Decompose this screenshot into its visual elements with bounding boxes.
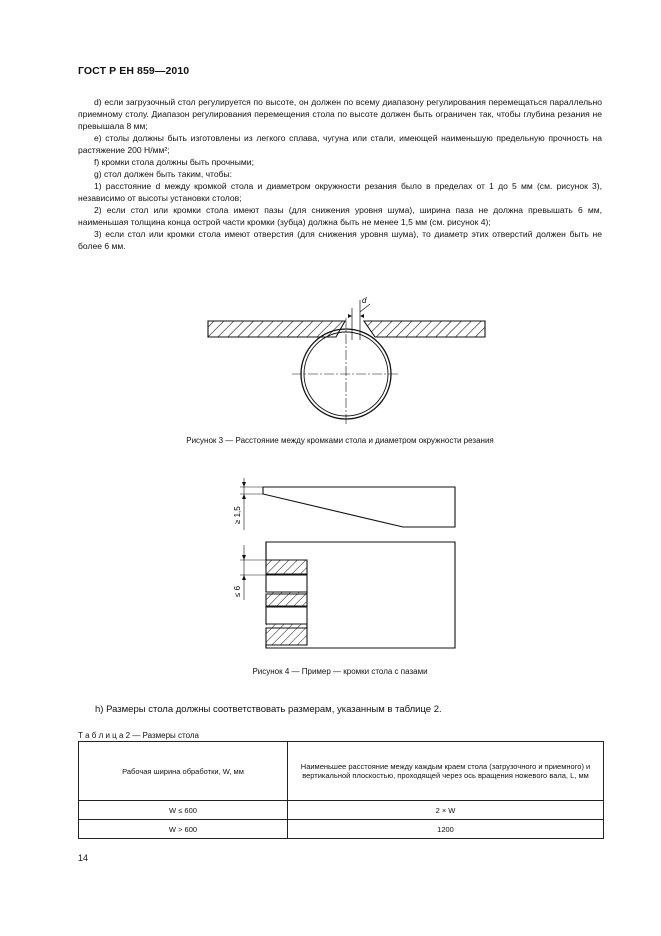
paragraph-g1: 1) расстояние d между кромкой стола и диаметром окружности резания было в пределах от 1 до 5 мм (см. рисунок 3), независимо от высоты установки столов;	[78, 181, 602, 203]
document-header: ГОСТ Р ЕН 859—2010	[78, 65, 190, 77]
fig4-dim-bottom: ≤ 6	[233, 585, 242, 597]
table-header-width: Рабочая ширина обработки, W, мм	[79, 742, 288, 801]
table2-title: Т а б л и ц а 2 — Размеры стола	[78, 731, 199, 740]
table-header-distance: Наименьшее расстояние между каждым краем стола (загрузочного и приемного) и вертикальной плоскостью, проходящей через ось вращения ножевого вала, L, мм	[288, 742, 604, 801]
table-cell-l: 1200	[288, 820, 604, 839]
table-header-row	[79, 742, 604, 801]
paragraph-d: d) если загрузочный стол регулируется по высоте, он должен по всему диапазону регулирования перемещаться параллельно приемному столу. Диапазон регулирования перемещения стола по высоте должен быть ограничен так, чтобы глубина резания не превышала 8 мм;	[78, 97, 602, 131]
paragraph-e: e) столы должны быть изготовлены из легкого сплава, чугуна или стали, имеющей наименьшую предельную прочность на растяжение 200 Н/мм²;	[78, 133, 602, 155]
table-cell-w: W ≤ 600	[79, 801, 288, 820]
table-cell-w: W > 600	[79, 820, 288, 839]
page-number: 14	[78, 853, 89, 863]
paragraph-g: g) стол должен быть таким, чтобы:	[94, 169, 233, 179]
paragraph-g2: 2) если стол или кромки стола имеют пазы (для снижения уровня шума), ширина паза не должна превышать 6 мм, наименьшая толщина конца острой части кромки (зубца) должна быть не менее 1,5 мм (см. рисунок 4);	[78, 205, 602, 227]
table2	[78, 741, 604, 839]
paragraph-f: f) кромки стола должны быть прочными;	[94, 157, 254, 167]
table-row	[79, 801, 604, 820]
fig3-label-d: d	[362, 296, 367, 305]
paragraph-g3: 3) если стол или кромки стола имеют отверстия (для снижения уровня шума), то диаметр этих отверстий должен быть не более 6 мм.	[78, 229, 602, 251]
fig4-edge-profile	[263, 487, 455, 527]
table-row	[79, 820, 604, 839]
figure3-caption: Рисунок 3 — Расстояние между кромками стола и диаметром окружности резания	[186, 436, 494, 445]
paragraph-h: h) Размеры стола должны соответствовать размерам, указанным в таблице 2.	[95, 704, 442, 715]
table-cell-l: 2 × W	[288, 801, 604, 820]
fig4-dim-top: ≥ 1,5	[233, 506, 242, 524]
figure4-caption: Рисунок 4 — Пример — кромки стола с пазами	[252, 667, 428, 676]
